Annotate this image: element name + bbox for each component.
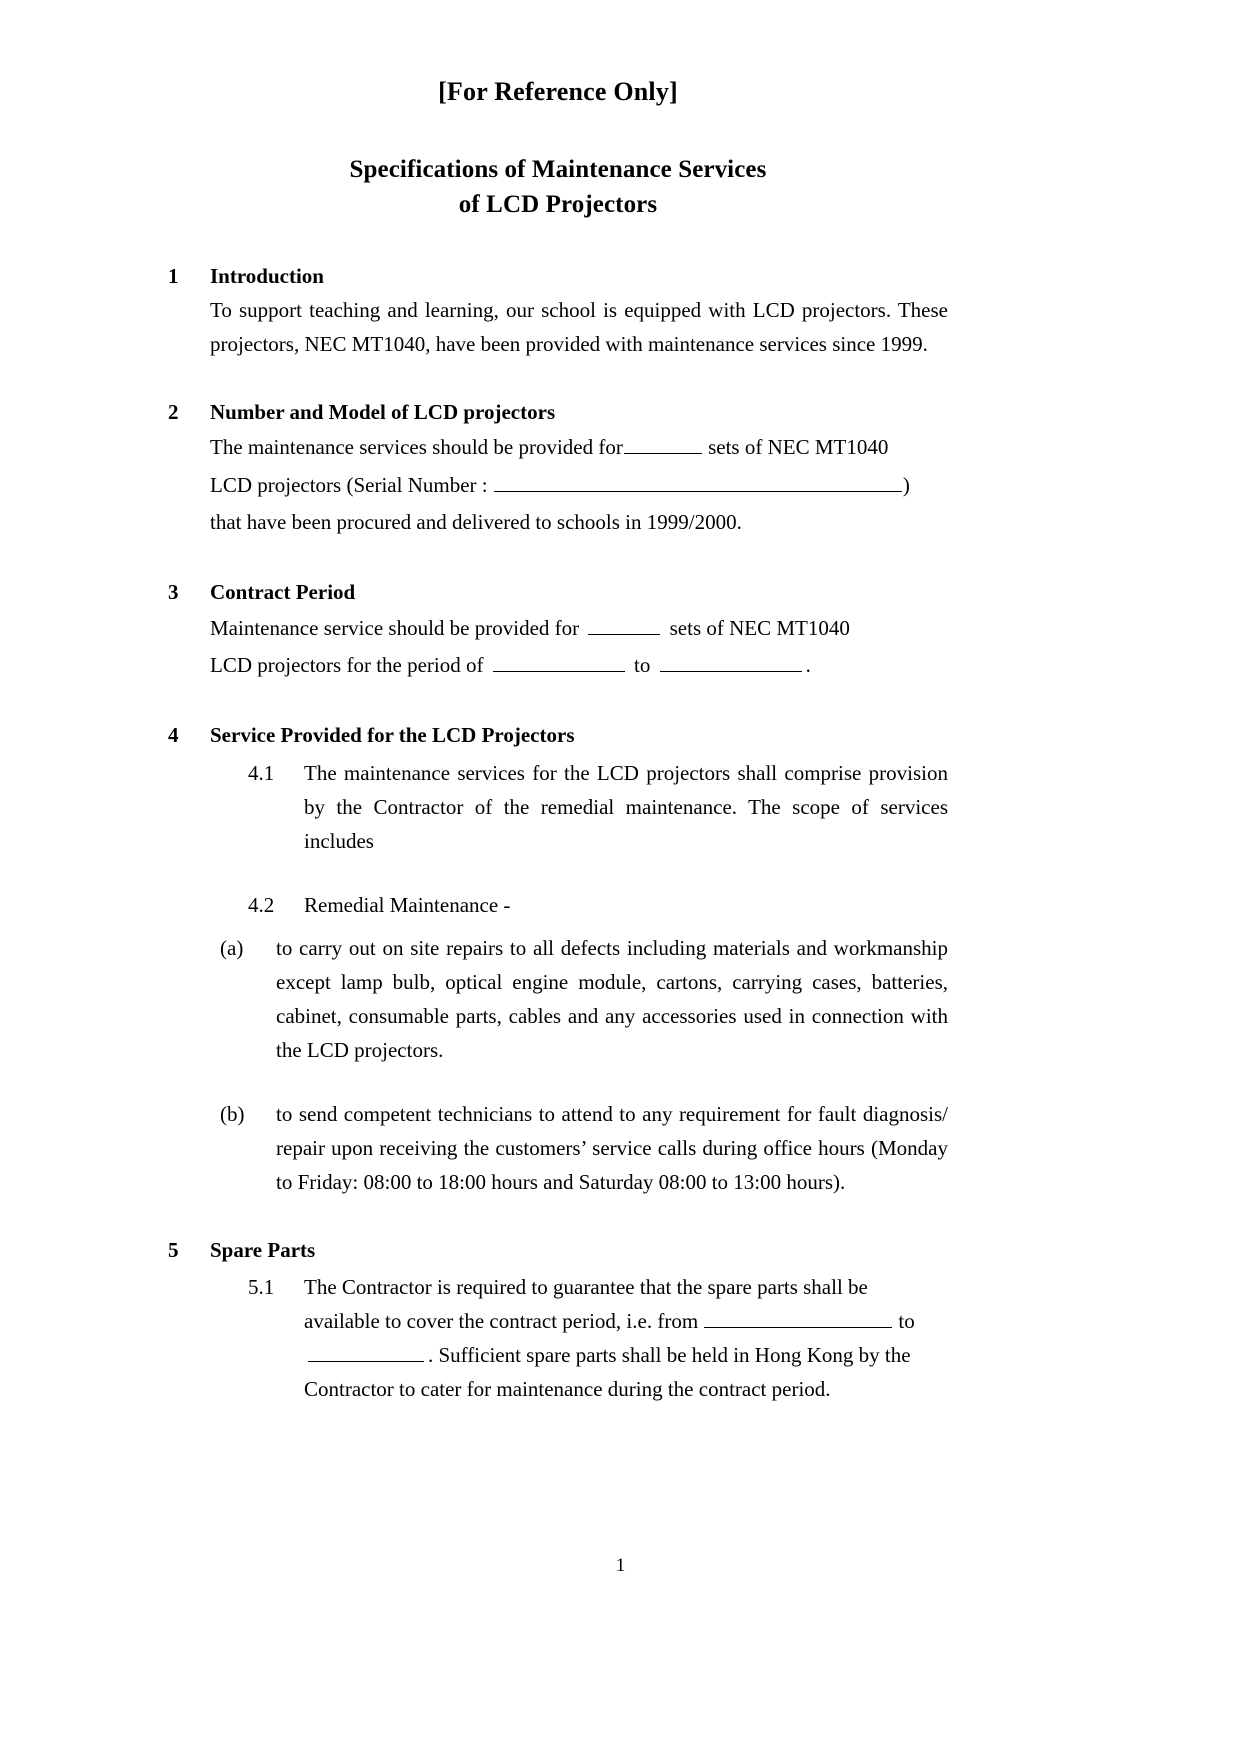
spare-parts-to-blank[interactable] bbox=[308, 1341, 424, 1362]
item-marker-a: (a) bbox=[220, 935, 244, 960]
section-4-number: 4 bbox=[168, 723, 179, 748]
section-2-line-2-prefix: LCD projectors (Serial Number : bbox=[210, 472, 488, 497]
section-5-number: 5 bbox=[168, 1237, 179, 1262]
item-text-a: to carry out on site repairs to all defects including materials and workmanship except lamp bulb, optical engine module, cartons, carrying cases, batteries, cabinet, consumable parts, cables and any accessories used in connection with the LCD projectors. bbox=[276, 935, 948, 1062]
item-text-4-1: The maintenance services for the LCD projectors shall comprise provision by the Contractor of the remedial maintenance. The scope of services includes bbox=[304, 760, 948, 853]
contract-sets-blank[interactable] bbox=[588, 614, 660, 635]
section-2-line-2-suffix: ) bbox=[902, 472, 910, 497]
item-marker-5-1: 5.1 bbox=[248, 1275, 275, 1300]
section-3-number: 3 bbox=[168, 580, 179, 605]
section-4-heading bbox=[168, 722, 948, 749]
section-1-title: Introduction bbox=[210, 263, 324, 288]
serial-number-blank[interactable] bbox=[494, 471, 902, 492]
page-title bbox=[168, 152, 948, 223]
section-2-line-1-prefix: The maintenance services should be provided for bbox=[210, 435, 623, 460]
reference-note: [For Reference Only] bbox=[438, 77, 678, 106]
section-3-body bbox=[210, 610, 948, 685]
section-3-line-2-suffix: . bbox=[805, 652, 811, 677]
section-4 bbox=[168, 722, 948, 1198]
section-2-line-1-suffix: sets of NEC MT1040 bbox=[708, 435, 889, 460]
section-2-heading bbox=[168, 399, 948, 426]
section-2-body bbox=[210, 429, 948, 541]
period-start-blank[interactable] bbox=[493, 651, 625, 672]
spare-parts-text-part-2: to bbox=[898, 1309, 915, 1334]
section-1 bbox=[168, 263, 948, 361]
section-3-title: Contract Period bbox=[210, 580, 356, 605]
section-1-number: 1 bbox=[168, 263, 179, 288]
section-4-item-4-1 bbox=[248, 756, 948, 858]
section-4-title: Service Provided for the LCD Projectors bbox=[210, 723, 575, 748]
document-content bbox=[168, 76, 948, 1406]
section-3-line-2-prefix: LCD projectors for the period of bbox=[210, 652, 484, 677]
period-end-blank[interactable] bbox=[660, 651, 802, 672]
section-5-title: Spare Parts bbox=[210, 1237, 316, 1262]
section-1-heading bbox=[168, 263, 948, 290]
section-3-line-1-prefix: Maintenance service should be provided for bbox=[210, 615, 580, 640]
item-text-b: to send competent technicians to attend to any requirement for fault diagnosis/ repair upon receiving the customers’ service calls during office hours (Monday to Friday: 08:00 to 18:00 hours and Saturday 08:00 to 13:00 hours). bbox=[276, 1101, 948, 1194]
section-1-body: To support teaching and learning, our school is equipped with LCD projectors. These projectors, NEC MT1040, have been provided with maintenance services since 1999. bbox=[210, 297, 948, 356]
sets-count-blank[interactable] bbox=[624, 433, 702, 454]
section-2-title: Number and Model of LCD projectors bbox=[210, 399, 556, 424]
item-text-4-2: Remedial Maintenance - bbox=[304, 892, 511, 917]
section-5-item-5-1 bbox=[248, 1270, 948, 1406]
section-2-line-3: that have been procured and delivered to schools in 1999/2000. bbox=[210, 509, 742, 534]
page-number: 1 bbox=[615, 1555, 626, 1576]
section-4-item-b bbox=[220, 1097, 948, 1199]
section-2 bbox=[168, 399, 948, 541]
spare-parts-text-part-1: The Contractor is required to guarantee that the spare parts shall be available to cover the contract period, i.e. from bbox=[304, 1275, 868, 1334]
section-4-item-4-2 bbox=[248, 888, 948, 922]
section-2-number: 2 bbox=[168, 399, 179, 424]
page-title-line-2: of LCD Projectors bbox=[458, 191, 658, 218]
item-text-5-1 bbox=[304, 1270, 948, 1406]
section-5 bbox=[168, 1237, 948, 1406]
section-5-heading bbox=[168, 1237, 948, 1264]
spare-parts-text-part-3: . Sufficient spare parts shall be held in Hong Kong by the Contractor to cater for maintenance during the contract period. bbox=[304, 1343, 911, 1402]
section-3-heading bbox=[168, 579, 948, 606]
spare-parts-from-blank[interactable] bbox=[704, 1307, 892, 1328]
section-3 bbox=[168, 579, 948, 684]
section-4-item-a bbox=[220, 931, 948, 1067]
item-marker-4-1: 4.1 bbox=[248, 760, 275, 785]
page-title-line-1: Specifications of Maintenance Services bbox=[349, 155, 767, 183]
item-marker-b: (b) bbox=[220, 1101, 245, 1126]
item-marker-4-2: 4.2 bbox=[248, 892, 275, 917]
section-3-line-1-suffix: sets of NEC MT1040 bbox=[669, 615, 850, 640]
section-3-line-2-middle: to bbox=[634, 652, 651, 677]
